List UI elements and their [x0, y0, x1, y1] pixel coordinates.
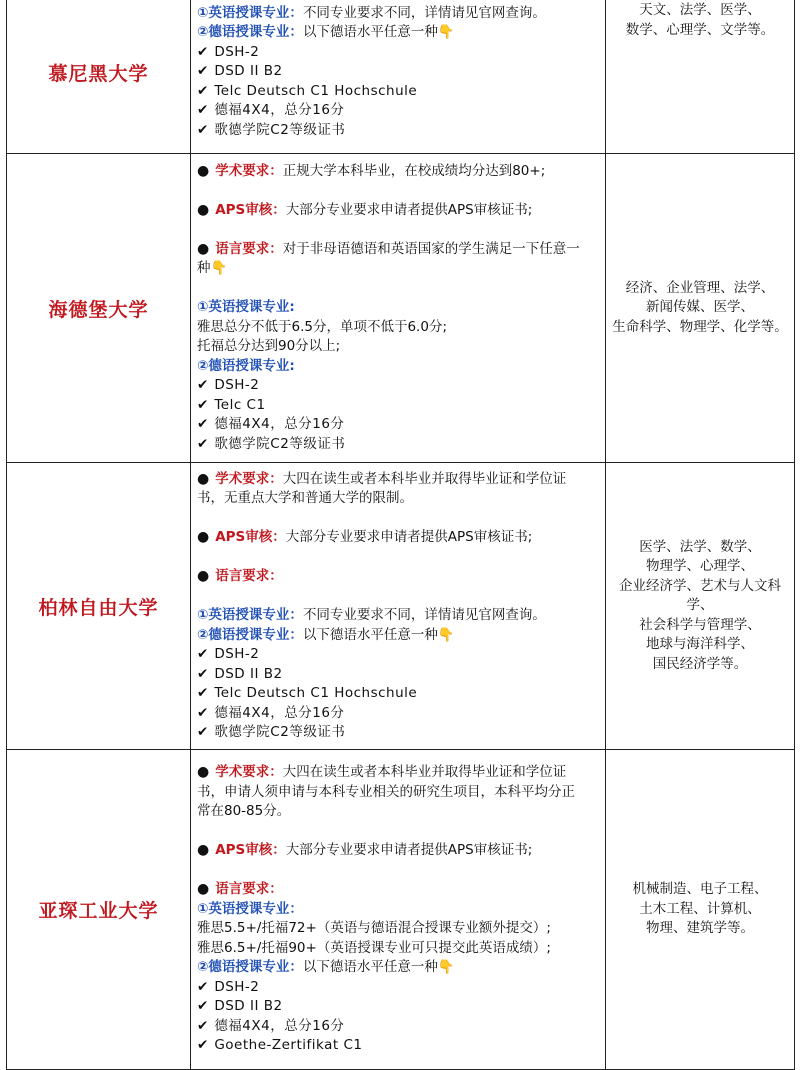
university-table: [6, 0, 795, 1070]
requirement-text: DSH-2: [214, 978, 260, 995]
requirement-line: [197, 997, 599, 1017]
requirement-label: 学术要求：: [215, 470, 283, 487]
requirement-text: 歌德学院C2等级证书: [214, 724, 346, 740]
section-label: ①英语授课专业：: [197, 4, 303, 21]
requirement-line: [197, 23, 599, 43]
major-line: 企业经济学、艺术与人文科学、: [619, 577, 781, 614]
university-row: [7, 463, 795, 750]
requirement-line: [197, 121, 599, 141]
requirement-line: [197, 528, 599, 548]
university-name-cell: [7, 463, 191, 750]
requirement-label: 学术要求：: [215, 162, 283, 179]
requirement-line: [197, 62, 599, 82]
bullet-icon: ●: [197, 201, 210, 218]
majors-cell: [606, 750, 795, 1070]
checkmark-icon: ✔: [197, 646, 209, 662]
checkmark-icon: ✔: [197, 978, 209, 995]
requirement-text: 种👇: [197, 260, 228, 277]
requirement-line: [197, 978, 599, 998]
university-name-cell: [7, 154, 191, 463]
requirement-line: [197, 376, 599, 396]
requirement-line: [197, 101, 599, 121]
requirement-line: [197, 435, 599, 455]
checkmark-icon: ✔: [197, 102, 209, 119]
requirement-text: 雅思6.5+/托福90+（英语授课专业可只提交此英语成绩）;: [197, 939, 551, 956]
requirement-line: [197, 43, 599, 63]
requirements-cell: [191, 154, 606, 463]
requirement-text: 大四在读生或者本科毕业并取得毕业证和学位证: [282, 764, 567, 781]
requirement-text: 常在80-85分。: [197, 803, 291, 820]
checkmark-icon: ✔: [197, 63, 209, 80]
requirement-text: 以下德语水平任意一种👇: [302, 24, 455, 41]
checkmark-icon: ✔: [197, 435, 209, 452]
requirement-text: 歌德学院C2等级证书: [214, 121, 346, 138]
majors-cell: [606, 0, 795, 154]
major-line: 物理、建筑学等。: [646, 920, 754, 937]
requirement-line: [197, 162, 599, 182]
university-name-cell: [7, 0, 191, 154]
requirement-text: 以下德语水平任意一种👇: [302, 626, 455, 643]
requirement-line: [197, 4, 599, 24]
requirements-cell: [191, 463, 606, 750]
requirement-line: [197, 1036, 599, 1056]
checkmark-icon: ✔: [197, 416, 209, 433]
requirement-line: [197, 900, 599, 920]
university-name: 海德堡大学: [48, 298, 149, 321]
checkmark-icon: ✔: [197, 665, 209, 682]
requirement-line: [197, 415, 599, 435]
requirement-text: DSH-2: [214, 646, 260, 662]
requirement-text: 德福4X4，总分16分: [214, 1017, 345, 1034]
requirement-text: 不同专业要求不同，详情请见官网查询。: [302, 607, 546, 623]
major-line: 新闻传媒、医学、: [646, 299, 754, 316]
university-row: [7, 0, 795, 154]
requirement-text: 雅思总分不低于6.5分，单项不低于6.0分;: [197, 318, 447, 335]
requirement-label: 语言要求：: [215, 240, 283, 257]
requirement-line: [197, 665, 599, 685]
checkmark-icon: ✔: [197, 704, 209, 721]
requirement-text: DSD II B2: [214, 63, 283, 80]
requirement-text: Telc Deutsch C1 Hochschule: [214, 82, 418, 99]
requirement-line: [197, 606, 599, 626]
requirement-text: 以下德语水平任意一种👇: [302, 959, 455, 976]
requirement-text: 歌德学院C2等级证书: [214, 435, 346, 452]
spacer: [197, 220, 599, 240]
section-label: ②德语授课专业：: [197, 24, 303, 41]
bullet-icon: ●: [197, 529, 210, 545]
spacer: [197, 861, 599, 881]
requirement-text: DSD II B2: [214, 998, 283, 1015]
requirement-text: 托福总分达到90分以上;: [197, 338, 341, 355]
section-label: ①英语授课专业：: [197, 607, 303, 623]
bullet-icon: ●: [197, 240, 210, 257]
requirement-label: APS审核：: [215, 201, 286, 218]
requirement-line: [197, 684, 599, 704]
major-line: 经济、企业管理、法学、: [625, 279, 775, 296]
requirement-text: Goethe-Zertifikat C1: [214, 1037, 363, 1054]
checkmark-icon: ✔: [197, 121, 209, 138]
university-name: 柏林自由大学: [38, 596, 159, 619]
requirement-line: [197, 958, 599, 978]
section-label: ①英语授课专业:: [197, 299, 295, 316]
requirement-text: 德福4X4，总分16分: [214, 416, 345, 433]
requirement-line: [197, 880, 599, 900]
university-row: [7, 750, 795, 1070]
major-line: 天文、法学、医学、: [639, 2, 761, 18]
section-label: ①英语授课专业：: [197, 900, 303, 917]
requirement-line: [197, 645, 599, 665]
spacer: [197, 509, 599, 529]
requirement-line: [197, 704, 599, 724]
bullet-icon: ●: [197, 162, 210, 179]
checkmark-icon: ✔: [197, 685, 209, 701]
requirement-text: Telc Deutsch C1 Hochschule: [214, 685, 418, 701]
section-label: ②德语授课专业：: [197, 626, 303, 643]
section-label: ②德语授课专业:: [197, 357, 295, 374]
bullet-icon: ●: [197, 568, 210, 584]
checkmark-icon: ✔: [197, 1017, 209, 1034]
requirement-label: 语言要求：: [215, 568, 283, 584]
requirement-text: 德福4X4，总分16分: [214, 102, 345, 119]
requirement-line: [197, 723, 599, 743]
requirement-line: [197, 470, 599, 490]
requirement-line: [197, 763, 599, 783]
checkmark-icon: ✔: [197, 377, 209, 394]
bullet-icon: ●: [197, 470, 210, 487]
requirement-label: 语言要求：: [215, 881, 283, 898]
spacer: [197, 548, 599, 568]
requirement-label: APS审核：: [215, 842, 286, 859]
section-label: ②德语授课专业：: [197, 959, 303, 976]
requirement-text: 大部分专业要求申请者提供APS审核证书;: [285, 842, 533, 859]
checkmark-icon: ✔: [197, 396, 209, 413]
requirement-line: [197, 841, 599, 861]
university-name-cell: [7, 750, 191, 1070]
requirement-text: 书，无重点大学和普通大学的限制。: [197, 490, 413, 506]
spacer: [197, 181, 599, 201]
requirements-cell: [191, 0, 606, 154]
spacer: [197, 822, 599, 842]
requirement-line: [197, 357, 599, 377]
requirement-text: 德福4X4，总分16分: [214, 704, 345, 721]
requirement-line: [197, 240, 599, 260]
major-line: 物理学、心理学、: [646, 558, 754, 575]
requirement-text: Telc C1: [214, 396, 266, 413]
checkmark-icon: ✔: [197, 82, 209, 99]
requirement-line: [197, 259, 599, 279]
bullet-icon: ●: [197, 764, 210, 781]
requirement-label: APS审核：: [215, 529, 286, 545]
major-line: 机械制造、电子工程、: [632, 881, 768, 898]
requirement-text: 对于非母语德语和英语国家的学生满足一下任意一: [282, 240, 580, 257]
requirement-text: 大四在读生或者本科毕业并取得毕业证和学位证: [282, 470, 567, 487]
requirement-text: DSH-2: [214, 43, 260, 60]
spacer: [197, 279, 599, 299]
major-line: 数学、心理学、文学等。: [625, 21, 775, 38]
checkmark-icon: ✔: [197, 43, 209, 60]
requirement-label: 学术要求：: [215, 764, 283, 781]
requirement-line: [197, 1017, 599, 1037]
requirement-line: [197, 783, 599, 803]
majors-cell: [606, 463, 795, 750]
major-line: 国民经济学等。: [652, 655, 748, 672]
requirement-line: [197, 298, 599, 318]
requirement-line: [197, 802, 599, 822]
major-line: 社会科学与管理学、: [639, 616, 761, 633]
requirement-text: 不同专业要求不同，详情请见官网查询。: [302, 4, 546, 21]
checkmark-icon: ✔: [197, 998, 209, 1015]
requirement-line: [197, 201, 599, 221]
major-line: 医学、法学、数学、: [639, 538, 761, 555]
requirement-line: [197, 396, 599, 416]
university-name: 亚琛工业大学: [38, 900, 159, 922]
requirement-line: [197, 337, 599, 357]
requirement-text: DSD II B2: [214, 665, 283, 682]
requirement-line: [197, 626, 599, 646]
requirement-line: [197, 939, 599, 959]
major-line: 生命科学、物理学、化学等。: [612, 318, 788, 335]
requirement-line: [197, 82, 599, 102]
checkmark-icon: ✔: [197, 1037, 209, 1054]
requirement-text: 正规大学本科毕业，在校成绩均分达到80+;: [282, 162, 546, 179]
checkmark-icon: ✔: [197, 724, 209, 740]
bullet-icon: ●: [197, 881, 210, 898]
university-name: 慕尼黑大学: [48, 62, 149, 85]
requirement-text: DSH-2: [214, 377, 260, 394]
requirement-line: [197, 919, 599, 939]
requirement-text: 书，申请人须申请与本科专业相关的研究生项目，本科平均分正: [197, 783, 575, 800]
bullet-icon: ●: [197, 842, 210, 859]
requirement-line: [197, 567, 599, 587]
major-line: 土木工程、计算机、: [639, 900, 761, 917]
spacer: [197, 587, 599, 607]
requirements-cell: [191, 750, 606, 1070]
university-row: [7, 154, 795, 463]
requirement-line: [197, 489, 599, 509]
requirement-text: 雅思5.5+/托福72+（英语与德语混合授课专业额外提交）;: [197, 920, 551, 937]
requirement-line: [197, 318, 599, 338]
requirement-text: 大部分专业要求申请者提供APS审核证书;: [285, 201, 533, 218]
major-line: 地球与海洋科学、: [646, 636, 754, 653]
majors-cell: [606, 154, 795, 463]
requirement-text: 大部分专业要求申请者提供APS审核证书;: [285, 529, 533, 545]
